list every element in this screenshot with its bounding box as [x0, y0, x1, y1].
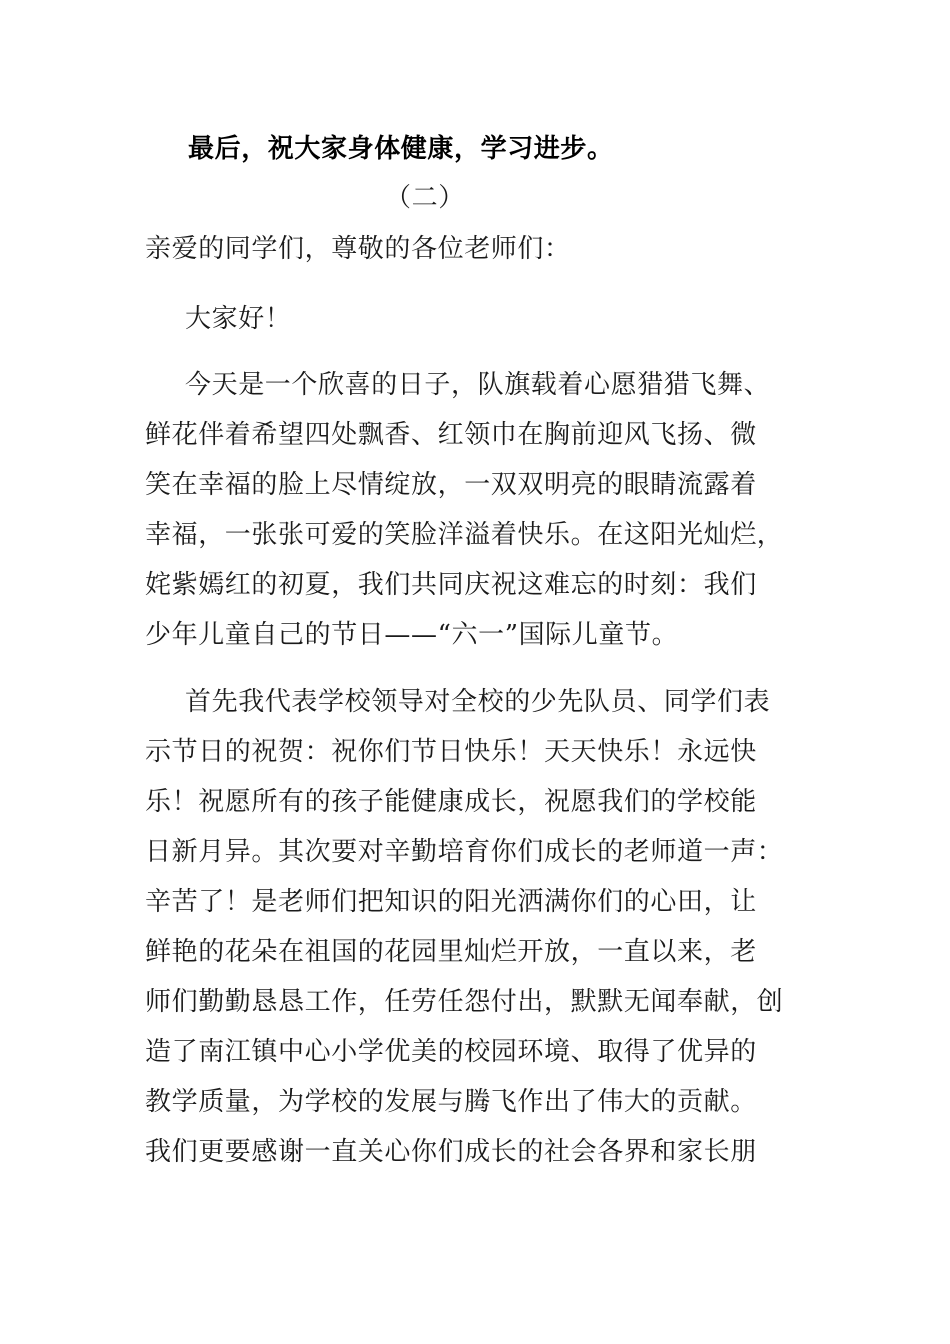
paragraph-line: 示节日的祝贺：祝你们节日快乐！天天快乐！永远快 — [145, 737, 757, 767]
paragraph-2 — [145, 687, 815, 1187]
paragraph-line: 造了南江镇中心小学优美的校园环境、取得了优异的 — [145, 1037, 757, 1067]
paragraph-line: 日新月异。其次要对辛勤培育你们成长的老师道一声： — [145, 837, 784, 867]
paragraph-line: 幸福，一张张可爱的笑脸洋溢着快乐。在这阳光灿烂， — [145, 520, 784, 550]
paragraph-line: 笑在幸福的脸上尽情绽放，一双双明亮的眼睛流露着 — [145, 470, 757, 500]
paragraph-line: 教学质量，为学校的发展与腾飞作出了伟大的贡献。 — [145, 1087, 757, 1117]
greeting: 大家好！ — [185, 304, 292, 334]
paragraph-1 — [145, 370, 815, 670]
paragraph-line: 乐！祝愿所有的孩子能健康成长，祝愿我们的学校能 — [145, 787, 757, 817]
closing-line: 最后，祝大家身体健康，学习进步。 — [188, 134, 614, 164]
paragraph-line: 少年儿童自己的节日——“六一”国际儿童节。 — [145, 620, 679, 650]
section-number: （二） — [385, 183, 465, 213]
paragraph-line: 辛苦了！是老师们把知识的阳光洒满你们的心田，让 — [145, 887, 757, 917]
paragraph-line: 我们更要感谢一直关心你们成长的社会各界和家长朋 — [145, 1137, 757, 1167]
paragraph-line: 鲜艳的花朵在祖国的花园里灿烂开放，一直以来，老 — [145, 937, 757, 967]
paragraph-line: 今天是一个欣喜的日子，队旗载着心愿猎猎飞舞、 — [185, 370, 771, 400]
paragraph-line: 鲜花伴着希望四处飘香、红领巾在胸前迎风飞扬、微 — [145, 420, 757, 450]
paragraph-line: 首先我代表学校领导对全校的少先队员、同学们表 — [185, 687, 771, 717]
paragraph-line: 师们勤勤恳恳工作，任劳任怨付出，默默无闻奉献，创 — [145, 987, 784, 1017]
paragraph-line: 姹紫嫣红的初夏，我们共同庆祝这难忘的时刻：我们 — [145, 570, 757, 600]
salutation: 亲爱的同学们，尊敬的各位老师们： — [145, 234, 571, 264]
